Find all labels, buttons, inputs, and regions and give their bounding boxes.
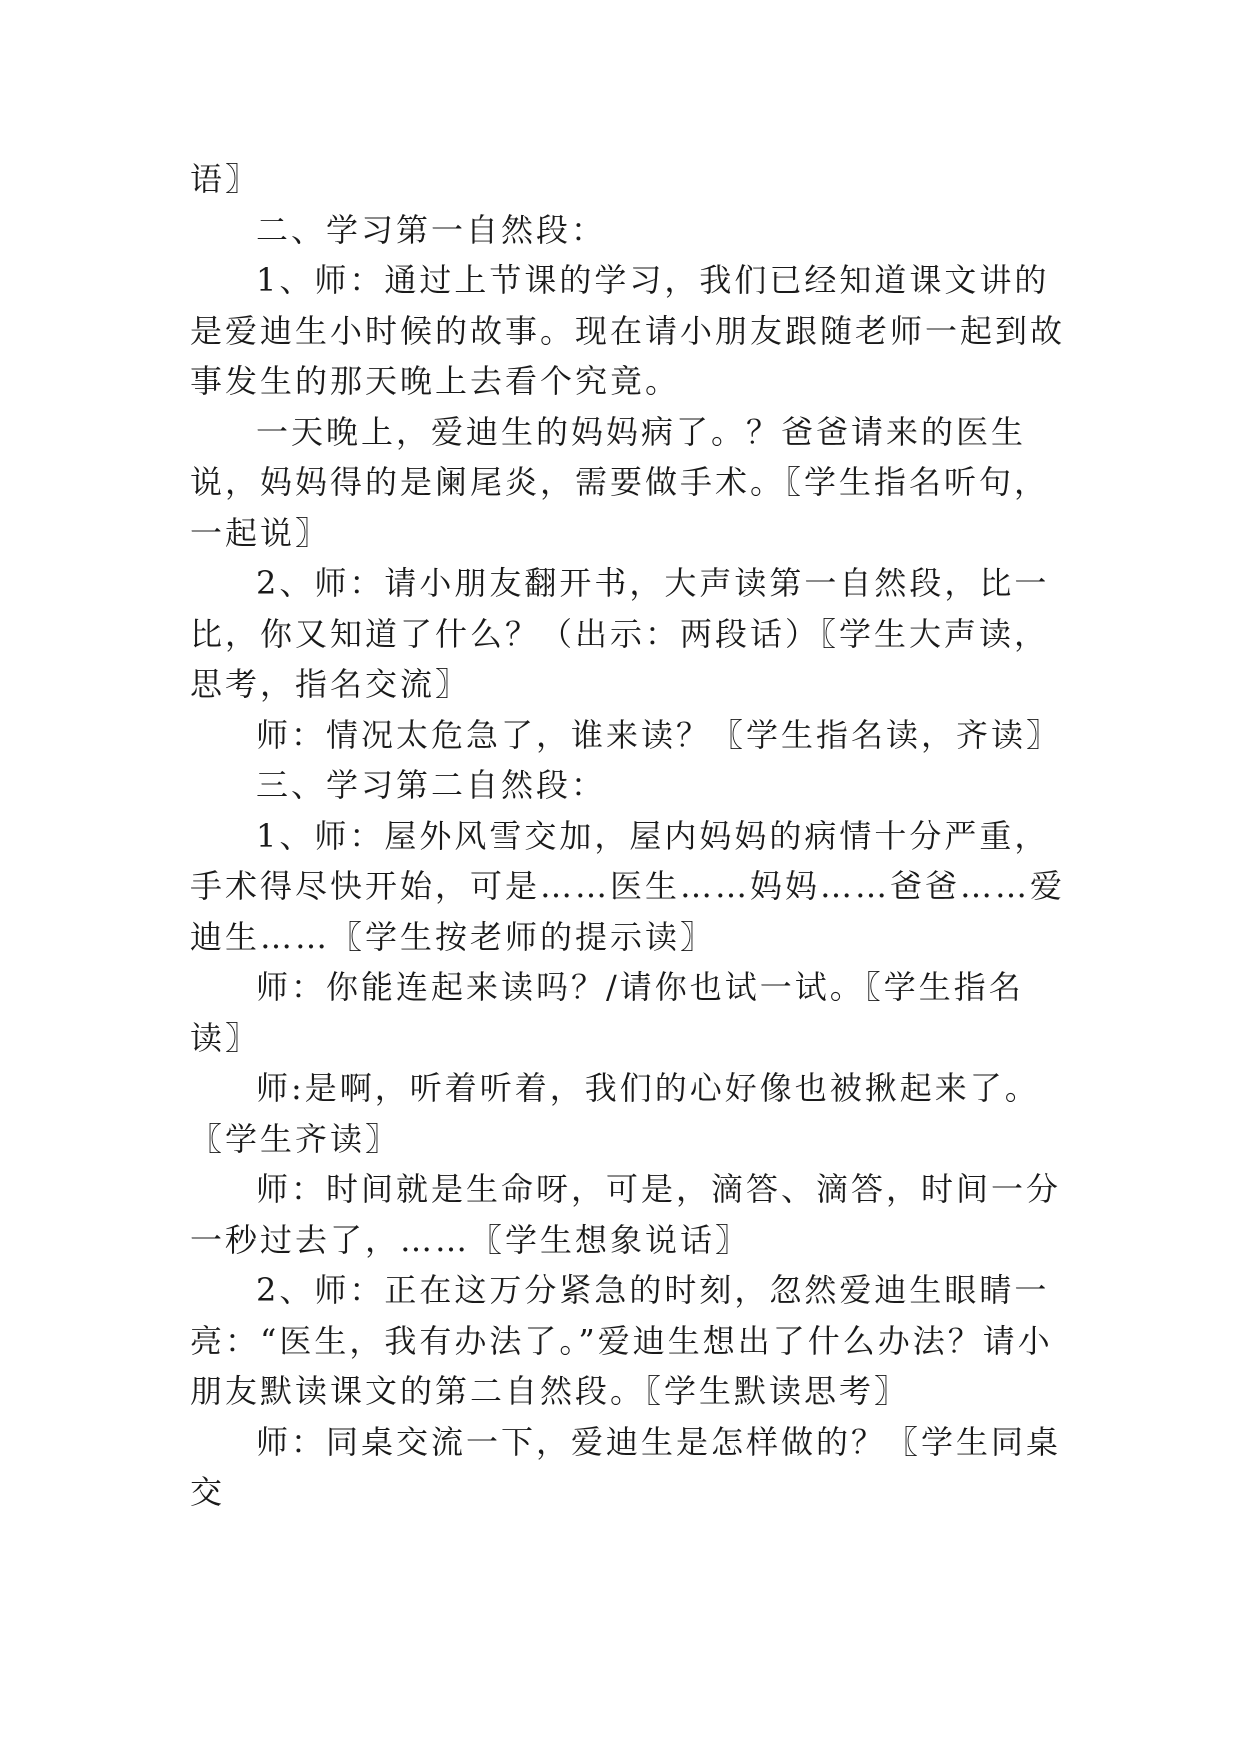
paragraph-6: 师：情况太危急了，谁来读？〖学生指名读，齐读〗 [256,715,1062,754]
paragraph-10: 师:是啊，听着听着，我们的心好像也被揪起来了。〖学生齐读〗 [190,1069,1040,1158]
paragraph-2-heading: 二、学习第一自然段： [256,210,607,249]
paragraph-5: 2、师：请小朋友翻开书，大声读第一自然段，比一比，你又知道了什么？（出示：两段话）〖学生大声读，思考，指名交流〗 [190,564,1050,703]
paragraph-13: 师：同桌交流一下，爱迪生是怎样做的？〖学生同桌交 [190,1422,1062,1511]
paragraph-7-heading: 三、学习第二自然段： [256,766,607,804]
paragraph-1: 语〗 [190,160,261,198]
document-body [190,154,1070,1518]
paragraph-3: 1、师：通过上节课的学习，我们已经知道课文讲的是爱迪生小时候的故事。现在请小朋友跟随老师一起到故事发生的那天晚上去看个究竟。 [190,261,1066,400]
paragraph-8: 1、师：屋外风雪交加，屋内妈妈的病情十分严重，手术得尽快开始，可是……医生……妈妈……爸爸……爱迪生……〖学生按老师的提示读〗 [190,816,1066,956]
paragraph-9: 师：你能连起来读吗？/请你也试一试。〖学生指名读〗 [190,968,1024,1057]
paragraph-11: 师：时间就是生命呀，可是，滴答、滴答，时间一分一秒过去了，……〖学生想象说话〗 [190,1170,1062,1259]
paragraph-4: 一天晚上，爱迪生的妈妈病了。？爸爸请来的医生说，妈妈得的是阑尾炎，需要做手术。〖学生指名听句，一起说〗 [190,412,1050,552]
paragraph-12: 2、师：正在这万分紧急的时刻，忽然爱迪生眼睛一亮：“医生，我有办法了。”爱迪生想出了什么办法？请小朋友默读课文的第二自然段。〖学生默读思考〗 [190,1271,1053,1410]
